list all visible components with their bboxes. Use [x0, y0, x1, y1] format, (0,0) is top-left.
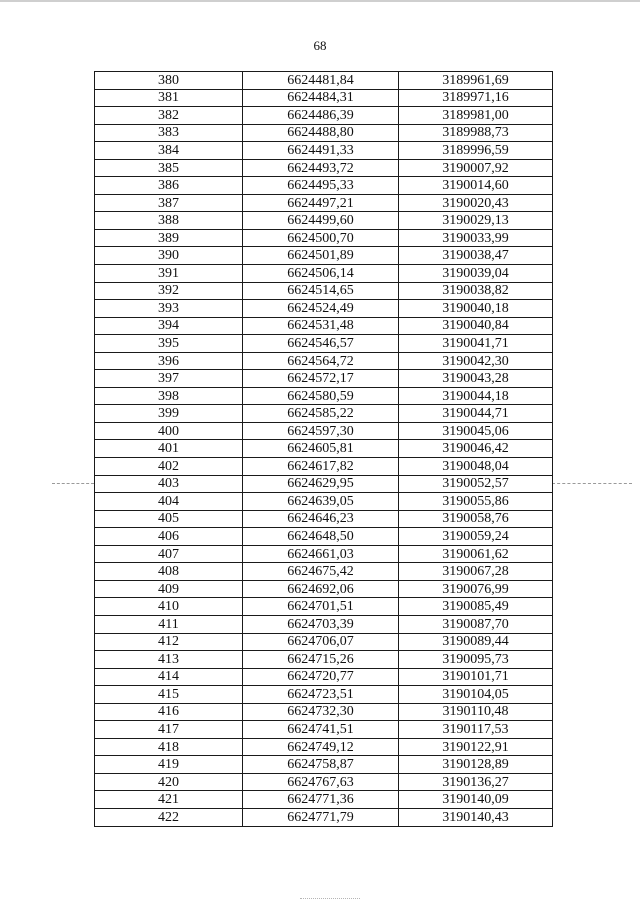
x-coordinate-cell: 6624495,33: [243, 177, 399, 195]
x-coordinate-cell: 6624741,51: [243, 721, 399, 739]
y-coordinate-cell: 3190136,27: [399, 773, 553, 791]
point-number-cell: 397: [95, 370, 243, 388]
x-coordinate-cell: 6624771,36: [243, 791, 399, 809]
y-coordinate-cell: 3190041,71: [399, 335, 553, 353]
x-coordinate-cell: 6624572,17: [243, 370, 399, 388]
x-coordinate-cell: 6624767,63: [243, 773, 399, 791]
x-coordinate-cell: 6624514,65: [243, 282, 399, 300]
coordinates-table: [94, 71, 553, 827]
point-number-cell: 387: [95, 194, 243, 212]
point-number-cell: 420: [95, 773, 243, 791]
x-coordinate-cell: 6624723,51: [243, 686, 399, 704]
x-coordinate-cell: 6624499,60: [243, 212, 399, 230]
table-row: [95, 773, 553, 791]
point-number-cell: 382: [95, 107, 243, 125]
x-coordinate-cell: 6624661,03: [243, 545, 399, 563]
point-number-cell: 389: [95, 229, 243, 247]
coordinates-table-body: [95, 72, 553, 827]
point-number-cell: 404: [95, 493, 243, 511]
x-coordinate-cell: 6624546,57: [243, 335, 399, 353]
y-coordinate-cell: 3190038,47: [399, 247, 553, 265]
y-coordinate-cell: 3190087,70: [399, 615, 553, 633]
table-row: [95, 124, 553, 142]
table-row: [95, 668, 553, 686]
point-number-cell: 391: [95, 265, 243, 283]
table-row: [95, 159, 553, 177]
y-coordinate-cell: 3190085,49: [399, 598, 553, 616]
x-coordinate-cell: 6624524,49: [243, 300, 399, 318]
table-row: [95, 458, 553, 476]
point-number-cell: 400: [95, 422, 243, 440]
y-coordinate-cell: 3190101,71: [399, 668, 553, 686]
table-row: [95, 247, 553, 265]
table-row: [95, 808, 553, 826]
table-row: [95, 493, 553, 511]
x-coordinate-cell: 6624715,26: [243, 651, 399, 669]
y-coordinate-cell: 3190055,86: [399, 493, 553, 511]
x-coordinate-cell: 6624597,30: [243, 422, 399, 440]
y-coordinate-cell: 3190040,84: [399, 317, 553, 335]
point-number-cell: 380: [95, 72, 243, 90]
y-coordinate-cell: 3190095,73: [399, 651, 553, 669]
fold-line-left: [52, 483, 94, 484]
y-coordinate-cell: 3190089,44: [399, 633, 553, 651]
x-coordinate-cell: 6624749,12: [243, 738, 399, 756]
table-row: [95, 756, 553, 774]
y-coordinate-cell: 3189988,73: [399, 124, 553, 142]
point-number-cell: 383: [95, 124, 243, 142]
table-row: [95, 282, 553, 300]
table-row: [95, 510, 553, 528]
page-number: 68: [313, 38, 327, 53]
x-coordinate-cell: 6624646,23: [243, 510, 399, 528]
point-number-cell: 406: [95, 528, 243, 546]
x-coordinate-cell: 6624488,80: [243, 124, 399, 142]
y-coordinate-cell: 3190110,48: [399, 703, 553, 721]
point-number-cell: 385: [95, 159, 243, 177]
point-number-cell: 395: [95, 335, 243, 353]
table-row: [95, 335, 553, 353]
x-coordinate-cell: 6624580,59: [243, 387, 399, 405]
point-number-cell: 403: [95, 475, 243, 493]
point-number-cell: 390: [95, 247, 243, 265]
y-coordinate-cell: 3190067,28: [399, 563, 553, 581]
y-coordinate-cell: 3190007,92: [399, 159, 553, 177]
bottom-scan-mark: [300, 898, 360, 899]
x-coordinate-cell: 6624639,05: [243, 493, 399, 511]
y-coordinate-cell: 3190117,53: [399, 721, 553, 739]
table-row: [95, 528, 553, 546]
point-number-cell: 421: [95, 791, 243, 809]
y-coordinate-cell: 3190046,42: [399, 440, 553, 458]
x-coordinate-cell: 6624605,81: [243, 440, 399, 458]
x-coordinate-cell: 6624692,06: [243, 580, 399, 598]
table-row: [95, 791, 553, 809]
y-coordinate-cell: 3190059,24: [399, 528, 553, 546]
y-coordinate-cell: 3190104,05: [399, 686, 553, 704]
x-coordinate-cell: 6624506,14: [243, 265, 399, 283]
y-coordinate-cell: 3189996,59: [399, 142, 553, 160]
x-coordinate-cell: 6624720,77: [243, 668, 399, 686]
y-coordinate-cell: 3190058,76: [399, 510, 553, 528]
point-number-cell: 417: [95, 721, 243, 739]
x-coordinate-cell: 6624585,22: [243, 405, 399, 423]
x-coordinate-cell: 6624617,82: [243, 458, 399, 476]
point-number-cell: 419: [95, 756, 243, 774]
y-coordinate-cell: 3189981,00: [399, 107, 553, 125]
table-row: [95, 545, 553, 563]
x-coordinate-cell: 6624481,84: [243, 72, 399, 90]
y-coordinate-cell: 3190033,99: [399, 229, 553, 247]
point-number-cell: 412: [95, 633, 243, 651]
table-row: [95, 440, 553, 458]
table-row: [95, 580, 553, 598]
point-number-cell: 411: [95, 615, 243, 633]
table-row: [95, 686, 553, 704]
y-coordinate-cell: 3190052,57: [399, 475, 553, 493]
table-row: [95, 721, 553, 739]
fold-line-right: [552, 483, 632, 484]
x-coordinate-cell: 6624491,33: [243, 142, 399, 160]
x-coordinate-cell: 6624486,39: [243, 107, 399, 125]
x-coordinate-cell: 6624758,87: [243, 756, 399, 774]
y-coordinate-cell: 3190044,18: [399, 387, 553, 405]
table-row: [95, 300, 553, 318]
table-row: [95, 194, 553, 212]
point-number-cell: 407: [95, 545, 243, 563]
table-row: [95, 142, 553, 160]
y-coordinate-cell: 3190061,62: [399, 545, 553, 563]
y-coordinate-cell: 3190020,43: [399, 194, 553, 212]
y-coordinate-cell: 3190045,06: [399, 422, 553, 440]
point-number-cell: 384: [95, 142, 243, 160]
table-row: [95, 598, 553, 616]
x-coordinate-cell: 6624484,31: [243, 89, 399, 107]
table-row: [95, 177, 553, 195]
point-number-cell: 394: [95, 317, 243, 335]
point-number-cell: 393: [95, 300, 243, 318]
point-number-cell: 408: [95, 563, 243, 581]
x-coordinate-cell: 6624629,95: [243, 475, 399, 493]
x-coordinate-cell: 6624648,50: [243, 528, 399, 546]
point-number-cell: 396: [95, 352, 243, 370]
table-row: [95, 212, 553, 230]
table-row: [95, 387, 553, 405]
y-coordinate-cell: 3190014,60: [399, 177, 553, 195]
x-coordinate-cell: 6624703,39: [243, 615, 399, 633]
x-coordinate-cell: 6624732,30: [243, 703, 399, 721]
y-coordinate-cell: 3190122,91: [399, 738, 553, 756]
table-row: [95, 370, 553, 388]
x-coordinate-cell: 6624771,79: [243, 808, 399, 826]
point-number-cell: 388: [95, 212, 243, 230]
point-number-cell: 405: [95, 510, 243, 528]
point-number-cell: 409: [95, 580, 243, 598]
table-row: [95, 651, 553, 669]
point-number-cell: 410: [95, 598, 243, 616]
point-number-cell: 392: [95, 282, 243, 300]
table-row: [95, 72, 553, 90]
table-row: [95, 229, 553, 247]
point-number-cell: 399: [95, 405, 243, 423]
y-coordinate-cell: 3190029,13: [399, 212, 553, 230]
point-number-cell: 386: [95, 177, 243, 195]
table-row: [95, 475, 553, 493]
table-row: [95, 615, 553, 633]
top-scan-edge: [0, 0, 640, 2]
table-row: [95, 317, 553, 335]
table-row: [95, 265, 553, 283]
point-number-cell: 401: [95, 440, 243, 458]
y-coordinate-cell: 3190042,30: [399, 352, 553, 370]
x-coordinate-cell: 6624501,89: [243, 247, 399, 265]
table-row: [95, 563, 553, 581]
point-number-cell: 402: [95, 458, 243, 476]
y-coordinate-cell: 3190140,09: [399, 791, 553, 809]
point-number-cell: 414: [95, 668, 243, 686]
table-row: [95, 405, 553, 423]
table-row: [95, 352, 553, 370]
y-coordinate-cell: 3190076,99: [399, 580, 553, 598]
y-coordinate-cell: 3189971,16: [399, 89, 553, 107]
y-coordinate-cell: 3190140,43: [399, 808, 553, 826]
y-coordinate-cell: 3190043,28: [399, 370, 553, 388]
table-row: [95, 633, 553, 651]
y-coordinate-cell: 3190040,18: [399, 300, 553, 318]
y-coordinate-cell: 3190048,04: [399, 458, 553, 476]
x-coordinate-cell: 6624564,72: [243, 352, 399, 370]
point-number-cell: 422: [95, 808, 243, 826]
point-number-cell: 415: [95, 686, 243, 704]
point-number-cell: 413: [95, 651, 243, 669]
y-coordinate-cell: 3190038,82: [399, 282, 553, 300]
x-coordinate-cell: 6624701,51: [243, 598, 399, 616]
x-coordinate-cell: 6624675,42: [243, 563, 399, 581]
table-row: [95, 107, 553, 125]
point-number-cell: 381: [95, 89, 243, 107]
point-number-cell: 416: [95, 703, 243, 721]
table-row: [95, 89, 553, 107]
x-coordinate-cell: 6624497,21: [243, 194, 399, 212]
table-row: [95, 703, 553, 721]
x-coordinate-cell: 6624500,70: [243, 229, 399, 247]
x-coordinate-cell: 6624531,48: [243, 317, 399, 335]
y-coordinate-cell: 3190039,04: [399, 265, 553, 283]
x-coordinate-cell: 6624493,72: [243, 159, 399, 177]
y-coordinate-cell: 3189961,69: [399, 72, 553, 90]
point-number-cell: 418: [95, 738, 243, 756]
x-coordinate-cell: 6624706,07: [243, 633, 399, 651]
y-coordinate-cell: 3190044,71: [399, 405, 553, 423]
y-coordinate-cell: 3190128,89: [399, 756, 553, 774]
table-row: [95, 738, 553, 756]
point-number-cell: 398: [95, 387, 243, 405]
table-row: [95, 422, 553, 440]
